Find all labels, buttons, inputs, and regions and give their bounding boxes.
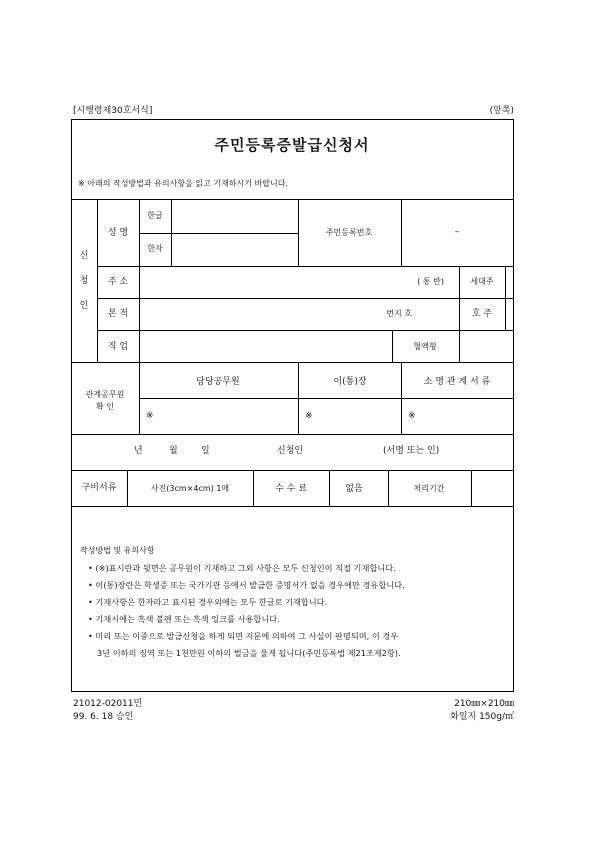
- note-item: • 기재시에는 흑색 볼펜 또는 흑색 잉크를 사용합니다.: [88, 614, 280, 624]
- rrn-label: 주민등록번호: [325, 228, 373, 237]
- paper-size: 210㎜×210㎜: [454, 699, 514, 709]
- approval-date: 99. 6. 18 승인: [73, 712, 134, 722]
- domicile-label: 본 적: [107, 309, 129, 319]
- rule-v-photo: [253, 470, 254, 506]
- rule-v-fee-label: [329, 470, 330, 506]
- evidence-mark: ※: [408, 411, 416, 421]
- hanja-label: 한자: [147, 244, 163, 253]
- rule-address-domicile: [97, 298, 514, 299]
- address-field[interactable]: ( 통 반): [417, 277, 444, 286]
- date-year-label: 년: [134, 446, 143, 456]
- applicant-group-char-1: 신: [79, 251, 89, 261]
- house-head-label: 호 주: [471, 309, 493, 319]
- fee-value: 없음: [345, 484, 363, 494]
- job-label: 직 업: [107, 342, 129, 352]
- form-title: 주민등록증발급신청서: [214, 136, 370, 154]
- evidence-docs-label: 소 명 관 계 서 류: [423, 377, 491, 387]
- domicile-field[interactable]: 번지 호: [386, 309, 412, 318]
- form-code: 21012-02011민: [73, 699, 143, 709]
- tong-head-label: 이(통)장: [333, 377, 367, 387]
- rule-date-end: [71, 470, 514, 471]
- rule-docs-end: [71, 506, 514, 507]
- address-label: 주 소: [107, 277, 129, 287]
- date-day-label: 일: [201, 446, 210, 456]
- rrn-field[interactable]: –: [454, 227, 460, 237]
- name-hanja-field[interactable]: [172, 234, 297, 265]
- rule-v-rrn: [401, 199, 402, 266]
- signature-instruction[interactable]: (서명 또는 인): [383, 446, 440, 456]
- officer-mark: ※: [146, 411, 154, 421]
- form-number: [시행령제30호서식]: [73, 106, 153, 116]
- rule-name-address: [97, 266, 514, 267]
- notes-heading: 작성방법 및 유의사항: [80, 546, 155, 555]
- processing-period-field[interactable]: [472, 471, 513, 505]
- applicant-group-char-2: 청: [79, 276, 89, 286]
- rule-v-fee-value: [388, 470, 389, 506]
- blood-type-label: 혈액형: [413, 342, 437, 351]
- signature-applicant-label: 신청인: [277, 446, 304, 456]
- instruction-text: ※ 아래의 작성방법과 유의사항을 읽고 기재하시기 바랍니다.: [78, 179, 288, 188]
- note-item: • 기재사항은 한자라고 표시된 경우외에는 모두 한글로 기재합니다.: [88, 597, 328, 607]
- householder-field[interactable]: [506, 267, 513, 297]
- date-month-label: 월: [169, 446, 178, 456]
- rule-v-group: [97, 199, 98, 362]
- fee-label: 수 수 료: [275, 484, 307, 494]
- note-item: • (※)표시란과 뒷면은 공무원이 기재하고 그외 사항은 모두 신청인이 직접 기재합니다.: [88, 563, 396, 573]
- paper-spec: 화일지 150g/㎡: [450, 712, 514, 722]
- rule-v-official-2: [401, 362, 402, 434]
- rule-v-official-1: [298, 362, 299, 434]
- rule-applicant-end: [71, 362, 514, 363]
- rule-official-end: [71, 434, 514, 435]
- tong-head-mark: ※: [305, 411, 313, 421]
- rule-v-job: [392, 330, 393, 362]
- name-label: 성 명: [107, 228, 129, 238]
- officer-label: 담당공무원: [196, 377, 240, 387]
- official-label-line1: 관계공무원: [85, 390, 125, 399]
- note-item: • 이(통)장란은 학생증 또는 국가기관 등에서 발급한 증명서가 없을 경우에만 경유합니다.: [88, 580, 405, 590]
- rule-official-mid: [139, 398, 514, 399]
- name-hangul-field[interactable]: [172, 200, 297, 232]
- rule-v-docs-label: [127, 470, 128, 506]
- processing-period-label: 처리기간: [413, 484, 445, 493]
- rule-v-name-end: [298, 199, 299, 266]
- rule-v-householder: [459, 266, 460, 330]
- required-docs-label: 구비서류: [81, 483, 117, 493]
- page-side-label: (앞쪽): [489, 106, 514, 116]
- rule-v-official-label: [139, 362, 140, 434]
- photo-requirement: 사진(3cm×4cm) 1매: [150, 484, 230, 493]
- note-item: • 미리 또는 이중으로 발급신청을 하게 되면 지문에 의하여 그 사실이 판명되며, 이 경우: [88, 631, 399, 641]
- job-field[interactable]: [140, 331, 391, 361]
- householder-label: 세대주: [470, 277, 494, 286]
- official-label-line2: 확 인: [96, 402, 114, 411]
- note-item-continuation: 3년 이하의 징역 또는 1천만원 이하의 벌금을 물게 됩니다(주민등록법 제21조제2항).: [97, 648, 401, 658]
- house-head-field[interactable]: [506, 299, 513, 329]
- applicant-group-char-3: 인: [79, 301, 89, 311]
- blood-type-field[interactable]: [460, 331, 513, 361]
- hangul-label: 한글: [147, 211, 163, 220]
